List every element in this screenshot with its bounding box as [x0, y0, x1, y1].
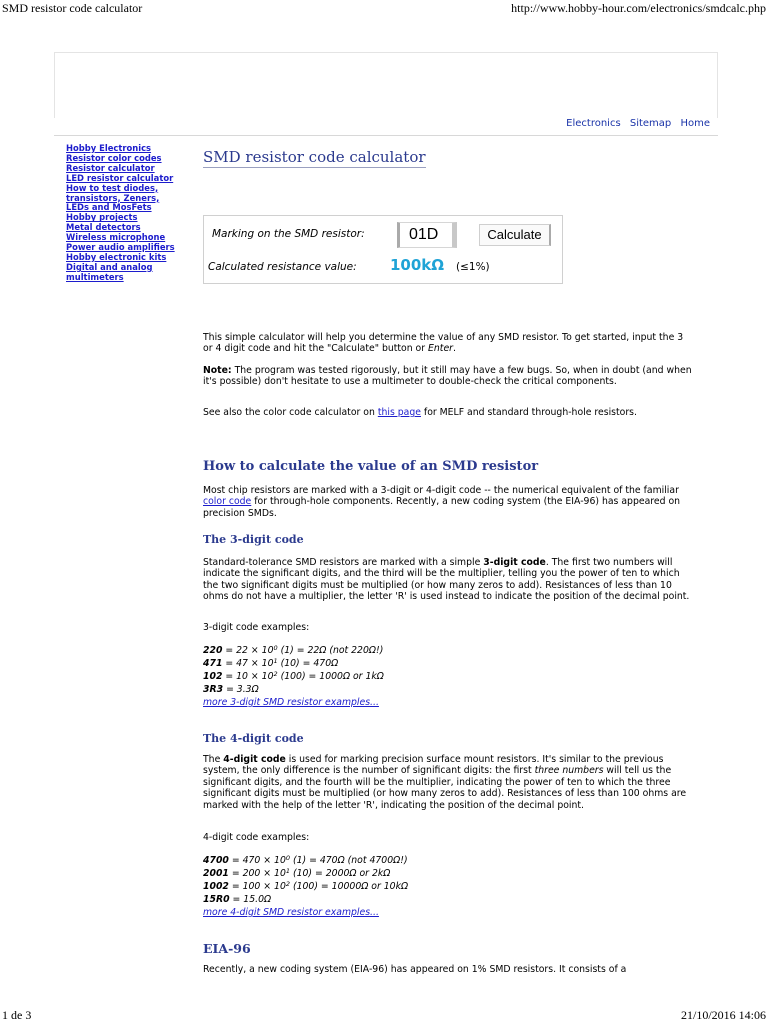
- example-line: 3R3 = 3.3Ω: [203, 684, 259, 695]
- more-3-digit-examples-link[interactable]: more 3-digit SMD resistor examples...: [203, 697, 379, 708]
- nav-link-sitemap[interactable]: Sitemap: [629, 118, 672, 129]
- sidebar: [66, 144, 186, 283]
- four-digit-heading: The 4-digit code: [203, 732, 304, 745]
- smd-code-input[interactable]: 01D: [397, 222, 457, 248]
- three-digit-heading: The 3-digit code: [203, 533, 304, 546]
- sidebar-link-hobby-electronic-kits[interactable]: Hobby electronic kits: [66, 251, 167, 262]
- sidebar-link-hobby-projects[interactable]: Hobby projects: [66, 212, 138, 223]
- sidebar-link-resistor-calculator[interactable]: Resistor calculator: [66, 162, 155, 173]
- print-page-title: SMD resistor code calculator: [2, 1, 143, 15]
- marking-label: Marking on the SMD resistor:: [212, 228, 365, 240]
- nav-link-home[interactable]: Home: [680, 118, 710, 129]
- example-line: $220 = 22 \times 10^0$ (1) = 22Ω (not 220Ω!): [203, 644, 384, 656]
- sidebar-link-metal-detectors[interactable]: Metal detectors: [66, 222, 141, 233]
- top-banner: [54, 52, 718, 118]
- sidebar-link-wireless-microphone[interactable]: Wireless microphone: [66, 232, 166, 243]
- sidebar-link-hobby-electronics[interactable]: Hobby Electronics: [66, 143, 152, 153]
- example-line: $471 = 47 \times 10^1$ (10) = 470Ω: [203, 657, 339, 669]
- calculate-button[interactable]: Calculate: [479, 224, 551, 246]
- three-digit-paragraph: Standard-tolerance SMD resistors are marked with a simple 3-digit code. The first two numbers will indicate the significant digits, and the third will be the multiplier, telling you the power of ten to which the two significant digits must be multiplied (or how many zeros to add). Resistances of less than 10 ohms do not have a multiplier, the letter 'R' is used instead to indicate the position of the decimal point.: [203, 557, 690, 603]
- color-code-link[interactable]: color code: [203, 496, 252, 508]
- example-line: $4700 = 470 \times 10^0$ (1) = 470Ω (not 4700Ω!): [203, 854, 408, 866]
- nav-link-electronics[interactable]: Electronics: [566, 118, 621, 129]
- four-digit-examples-label: 4-digit code examples:: [203, 832, 310, 843]
- print-page-number: 1 de 3: [2, 1008, 32, 1022]
- result-value: 100kΩ: [390, 256, 445, 274]
- sidebar-link-how-to-test-diodes[interactable]: How to test diodes,: [66, 182, 159, 193]
- sidebar-link-led-resistor-calculator[interactable]: LED resistor calculator: [66, 172, 174, 183]
- how-to-paragraph: Most chip resistors are marked with a 3-digit or 4-digit code -- the numerical equivalent of the familiar color code for through-hole components. Recently, a new coding system (the EIA-96) has appeared on precision SMDs.: [203, 485, 681, 519]
- print-footer: [0, 1006, 768, 1024]
- result-tolerance: (≤1%): [456, 261, 490, 273]
- page-title: SMD resistor code calculator: [203, 148, 426, 166]
- sidebar-link-multimeters[interactable]: Digital and analog: [66, 261, 153, 272]
- how-to-heading: How to calculate the value of an SMD resistor: [203, 459, 539, 474]
- main-content: [203, 140, 693, 975]
- print-header: [0, 0, 768, 16]
- more-4-digit-examples-link[interactable]: more 4-digit SMD resistor examples...: [203, 907, 379, 918]
- eia96-paragraph: Recently, a new coding system (EIA-96) has appeared on 1% SMD resistors. It consists of a: [203, 964, 627, 975]
- sidebar-link-power-audio-amplifiers[interactable]: Power audio amplifiers: [66, 242, 175, 253]
- four-digit-paragraph: The 4-digit code is used for marking precision surface mount resistors. It's similar to the previous system, the only difference is the number of significant digits: the first three numbers will tell us the significant digits, and the fourth will be the multiplier, indicating the power of ten to which the three significant digits must be multiplied (or how many zeros to add). Resistances of less than 100 ohms are marked with the help of the letter 'R', indicating the position of the decimal point.: [203, 754, 687, 811]
- calculator-panel: [203, 215, 563, 284]
- four-digit-examples: [203, 853, 408, 905]
- result-label: Calculated resistance value:: [208, 261, 357, 273]
- eia96-heading: EIA-96: [203, 941, 251, 956]
- note-label: Note:: [203, 365, 232, 376]
- sidebar-link-how-to-test-diodes-line2[interactable]: transistors, Zeners,: [66, 192, 160, 203]
- print-page-url: http://www.hobby-hour.com/electronics/smdcalc.php: [511, 1, 766, 15]
- example-line: 15R0 = 15.0Ω: [203, 894, 272, 905]
- example-line: $102 = 10 \times 10^2$ (100) = 1000Ω or 1kΩ: [203, 670, 384, 682]
- top-nav: [54, 118, 718, 136]
- sidebar-link-how-to-test-diodes-line3[interactable]: LEDs and MosFets: [66, 202, 152, 213]
- print-datetime: 21/10/2016 14:06: [680, 1008, 766, 1022]
- enter-key-text: Enter: [428, 343, 453, 355]
- intro-paragraph: This simple calculator will help you determine the value of any SMD resistor. To get started, input the 3 or 4 digit code and hit the "Calculate" button or Enter.: [203, 332, 684, 355]
- see-also-paragraph: See also the color code calculator on this page for MELF and standard through-hole resistors.: [203, 407, 637, 418]
- sidebar-link-multimeters-line2[interactable]: multimeters: [66, 271, 124, 282]
- example-line: $1002 = 100 \times 10^2$ (100) = 10000Ω or 10kΩ: [203, 880, 409, 892]
- example-line: $2001 = 200 \times 10^1$ (10) = 2000Ω or 2kΩ: [203, 867, 391, 879]
- this-page-link[interactable]: this page: [377, 407, 421, 418]
- three-digit-examples: [203, 643, 384, 695]
- sidebar-link-resistor-color-codes[interactable]: Resistor color codes: [66, 152, 162, 163]
- three-digit-examples-label: 3-digit code examples:: [203, 622, 310, 633]
- note-paragraph: Note: The program was tested rigorously, but it still may have a few bugs. So, when in doubt (and when it's possible) don't hesitate to use a multimeter to double-check the critical components.: [203, 365, 692, 388]
